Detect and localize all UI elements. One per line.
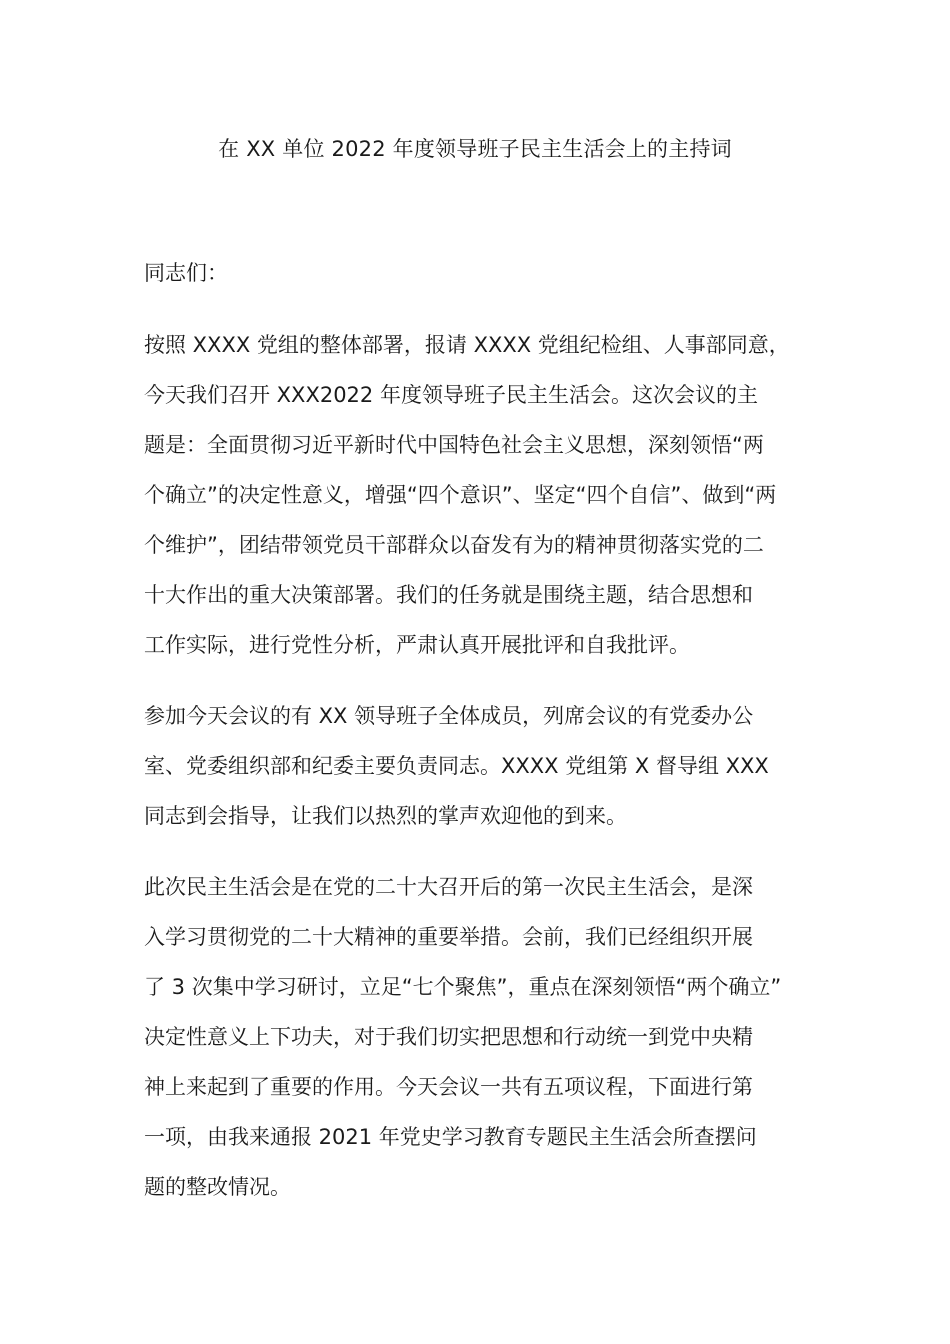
paragraph-line: 题是：全面贯彻习近平新时代中国特色社会主义思想，深刻领悟“两 [144, 433, 764, 457]
greeting: 同志们： [144, 261, 228, 285]
paragraph-line: 个确立”的决定性意义，增强“四个意识”、坚定“四个自信”、做到“两 [144, 483, 777, 507]
paragraph-line: 参加今天会议的有 XX 领导班子全体成员，列席会议的有党委办公 [144, 704, 754, 728]
paragraph-line: 个维护”，团结带领党员干部群众以奋发有为的精神贯彻落实党的二 [144, 533, 764, 557]
paragraph-line: 今天我们召开 XXX2022 年度领导班子民主生活会。这次会议的主 [144, 383, 758, 407]
paragraph-1 [144, 320, 824, 670]
document-title: 在 XX 单位 2022 年度领导班子民主生活会上的主持词 [218, 137, 732, 161]
paragraph-line: 室、党委组织部和纪委主要负责同志。XXXX 党组第 X 督导组 XXX [144, 754, 769, 778]
paragraph-line: 了 3 次集中学习研讨，立足“七个聚焦”，重点在深刻领悟“两个确立” [144, 975, 782, 999]
paragraph-line: 此次民主生活会是在党的二十大召开后的第一次民主生活会，是深 [144, 875, 753, 899]
paragraph-line: 同志到会指导，让我们以热烈的掌声欢迎他的到来。 [144, 804, 627, 828]
paragraph-line: 神上来起到了重要的作用。今天会议一共有五项议程，下面进行第 [144, 1075, 753, 1099]
paragraph-line: 按照 XXXX 党组的整体部署，报请 XXXX 党组纪检组、人事部同意， [144, 333, 790, 357]
paragraph-line: 十大作出的重大决策部署。我们的任务就是围绕主题，结合思想和 [144, 583, 753, 607]
paragraph-line: 题的整改情况。 [144, 1175, 291, 1199]
paragraph-line: 一项，由我来通报 2021 年党史学习教育专题民主生活会所查摆问 [144, 1125, 757, 1149]
paragraph-line: 工作实际，进行党性分析，严肃认真开展批评和自我批评。 [144, 633, 690, 657]
paragraph-line: 入学习贯彻党的二十大精神的重要举措。会前，我们已经组织开展 [144, 925, 753, 949]
paragraph-3 [144, 862, 824, 1212]
paragraph-line: 决定性意义上下功夫，对于我们切实把思想和行动统一到党中央精 [144, 1025, 753, 1049]
paragraph-2 [144, 691, 824, 841]
